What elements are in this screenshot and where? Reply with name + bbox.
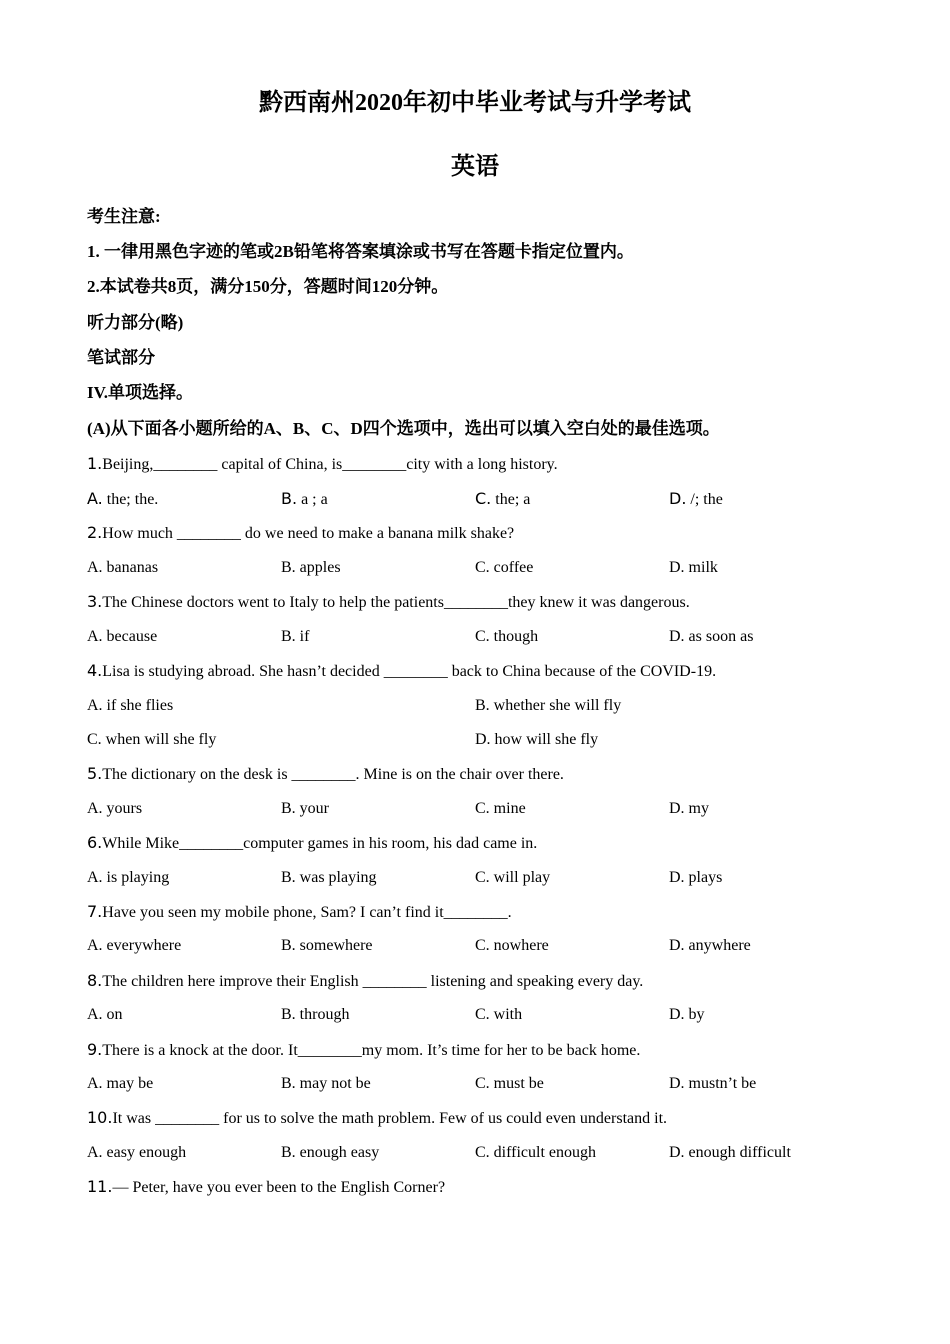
option-c: C. mine	[475, 800, 526, 817]
question-text: Have you seen my mobile phone, Sam? I can’t find it________.	[102, 904, 512, 921]
option-c: C. though	[475, 628, 539, 645]
option-b: B. somewhere	[281, 937, 373, 954]
option-letter: D.	[669, 489, 687, 508]
option-letter: A.	[87, 489, 103, 508]
question-text: It was ________ for us to solve the math problem. Few of us could even understand it.	[112, 1110, 668, 1127]
question-6-options	[87, 867, 887, 889]
question-number: 3.	[87, 592, 103, 611]
option-d: D. as soon as	[669, 628, 754, 645]
note-item-1: 1. 一律用黑色字迹的笔或2B铅笔将答案填涂或书写在答题卡指定位置内。	[87, 242, 634, 261]
option-b: B. apples	[281, 559, 341, 576]
option-a: A. because	[87, 628, 158, 645]
question-text: Lisa is studying abroad. She hasn’t decided ________ back to China because of the COVID-19.	[102, 663, 717, 680]
option-d: D. my	[669, 800, 709, 817]
question-text: The dictionary on the desk is ________. Mine is on the chair over there.	[102, 766, 564, 783]
option-c: C. difficult enough	[475, 1144, 597, 1161]
question-number: 11.	[87, 1177, 113, 1196]
note-item-2: 2.本试卷共8页，满分150分，答题时间120分钟。	[87, 277, 449, 296]
question-3	[87, 591, 690, 614]
question-9	[87, 1039, 640, 1062]
notes-heading: 考生注意:	[87, 207, 161, 226]
listening-section-label: 听力部分(略)	[87, 313, 184, 332]
question-number: 6.	[87, 833, 103, 852]
question-2-options	[87, 557, 887, 579]
question-6	[87, 832, 537, 855]
option-a: A. if she flies	[87, 697, 174, 714]
question-text: — Peter, have you ever been to the English Corner?	[112, 1179, 446, 1196]
question-3-options	[87, 626, 887, 648]
question-10-options	[87, 1142, 887, 1164]
question-7-options	[87, 935, 887, 957]
option-letter: C.	[475, 489, 492, 508]
option-d: D. anywhere	[669, 937, 751, 954]
option-c: C. with	[475, 1006, 523, 1023]
section-instruction: (A)从下面各小题所给的A、B、C、D四个选项中，选出可以填入空白处的最佳选项。	[87, 419, 720, 438]
option-b: B. was playing	[281, 869, 377, 886]
question-number: 4.	[87, 661, 103, 680]
question-8	[87, 970, 643, 993]
question-number: 7.	[87, 902, 103, 921]
option-c	[475, 488, 530, 511]
option-a: A. may be	[87, 1075, 154, 1092]
question-number: 1.	[87, 454, 103, 473]
exam-title: 黔西南州2020年初中毕业考试与升学考试	[259, 90, 691, 116]
option-a: A. on	[87, 1006, 123, 1023]
question-text: The Chinese doctors went to Italy to help the patients________they knew it was dangerous.	[102, 594, 690, 611]
question-number: 8.	[87, 971, 103, 990]
option-c: C. coffee	[475, 559, 534, 576]
part-heading: IV.单项选择。	[87, 383, 193, 402]
option-d: D. how will she fly	[475, 731, 599, 748]
option-a: A. yours	[87, 800, 143, 817]
option-d	[669, 488, 723, 511]
question-number: 5.	[87, 764, 103, 783]
question-number: 10.	[87, 1108, 113, 1127]
option-a: A. everywhere	[87, 937, 182, 954]
option-c: C. must be	[475, 1075, 544, 1092]
written-section-label: 笔试部分	[87, 348, 155, 367]
option-b: B. may not be	[281, 1075, 371, 1092]
option-b: B. your	[281, 800, 329, 817]
option-b: B. through	[281, 1006, 350, 1023]
option-text: /; the	[686, 491, 723, 508]
question-4-options-row-2	[87, 729, 887, 751]
option-b: B. enough easy	[281, 1144, 380, 1161]
question-text: How much ________ do we need to make a banana milk shake?	[102, 525, 515, 542]
question-2	[87, 522, 514, 545]
option-d: D. by	[669, 1006, 705, 1023]
question-11	[87, 1176, 445, 1199]
option-text: a ; a	[297, 491, 328, 508]
option-d: D. milk	[669, 559, 718, 576]
option-d: D. plays	[669, 869, 723, 886]
option-b	[281, 488, 328, 511]
question-9-options	[87, 1073, 887, 1095]
question-1-options	[87, 488, 887, 510]
option-c: C. will play	[475, 869, 551, 886]
option-a: A. easy enough	[87, 1144, 187, 1161]
option-text: the; a	[491, 491, 531, 508]
question-4-options-row-1	[87, 695, 887, 717]
option-a: A. bananas	[87, 559, 159, 576]
question-text: The children here improve their English ________ listening and speaking every day.	[102, 973, 644, 990]
question-1	[87, 453, 558, 476]
option-a: A. is playing	[87, 869, 170, 886]
option-a	[87, 488, 158, 511]
option-letter: B.	[281, 489, 298, 508]
question-number: 9.	[87, 1040, 103, 1059]
question-text: While Mike________computer games in his room, his dad came in.	[102, 835, 538, 852]
option-c: C. when will she fly	[87, 731, 217, 748]
question-5-options	[87, 798, 887, 820]
option-b: B. whether she will fly	[475, 697, 622, 714]
option-d: D. enough difficult	[669, 1144, 791, 1161]
question-text: Beijing,________ capital of China, is________city with a long history.	[102, 456, 558, 473]
question-4	[87, 660, 716, 683]
option-d: D. mustn’t be	[669, 1075, 757, 1092]
question-8-options	[87, 1004, 887, 1026]
option-text: the; the.	[102, 491, 159, 508]
subject-title: 英语	[451, 154, 499, 180]
question-text: There is a knock at the door. It________my mom. It’s time for her to be back home.	[102, 1042, 641, 1059]
option-c: C. nowhere	[475, 937, 549, 954]
question-number: 2.	[87, 523, 103, 542]
question-10	[87, 1107, 667, 1130]
question-7	[87, 901, 512, 924]
question-5	[87, 763, 564, 786]
option-b: B. if	[281, 628, 310, 645]
